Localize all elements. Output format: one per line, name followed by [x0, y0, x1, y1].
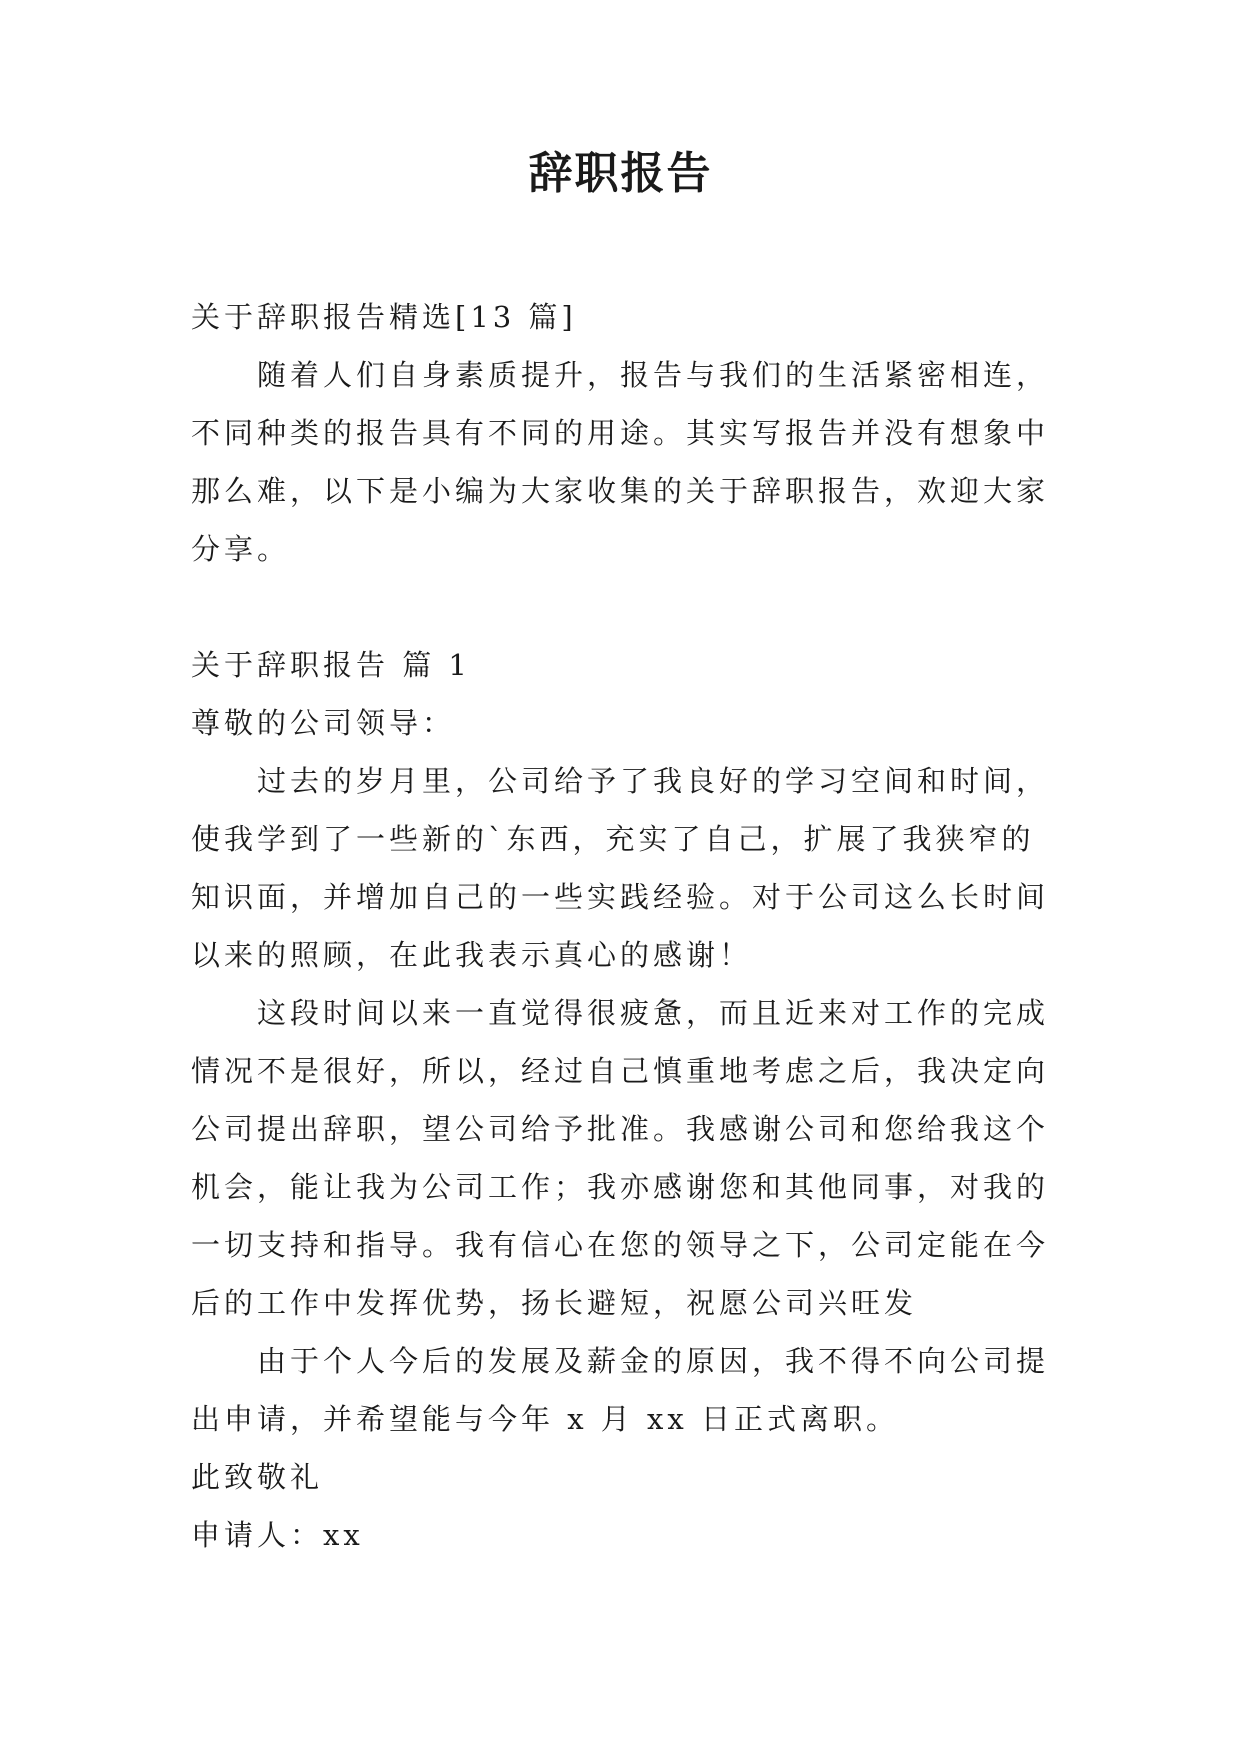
- section-heading: 关于辞职报告 篇 1: [191, 648, 471, 682]
- document-subtitle: 关于辞职报告精选[13 篇]: [191, 300, 577, 334]
- section-spacer: [191, 578, 1053, 636]
- salutation: 尊敬的公司领导：: [191, 706, 456, 740]
- body-paragraph-2: 这段时间以来一直觉得很疲惫，而且近来对工作的完成情况不是很好，所以，经过自己慎重地考虑之后，我决定向公司提出辞职，望公司给予批准。我感谢公司和您给我这个机会，能让我为公司工作；我亦感谢您和其他同事，对我的一切支持和指导。我有信心在您的领导之下，公司定能在今后的工作中发挥优势，扬长避短，祝愿公司兴旺发: [191, 996, 1050, 1320]
- applicant-line: 申请人：xx: [191, 1518, 364, 1552]
- closing-line: 此致敬礼: [191, 1460, 324, 1494]
- intro-paragraph: 随着人们自身素质提升，报告与我们的生活紧密相连，不同种类的报告具有不同的用途。其实写报告并没有想象中那么难，以下是小编为大家收集的关于辞职报告，欢迎大家分享。: [191, 358, 1050, 566]
- document-body: [191, 288, 1053, 1564]
- document-title: 辞职报告: [528, 148, 713, 199]
- body-paragraph-3: 由于个人今后的发展及薪金的原因，我不得不向公司提出申请，并希望能与今年 x 月 xx 日正式离职。: [191, 1344, 1050, 1436]
- body-paragraph-1: 过去的岁月里，公司给予了我良好的学习空间和时间，使我学到了一些新的`东西，充实了自己，扩展了我狭窄的知识面，并增加自己的一些实践经验。对于公司这么长时间以来的照顾，在此我表示真心的感谢！: [191, 764, 1050, 972]
